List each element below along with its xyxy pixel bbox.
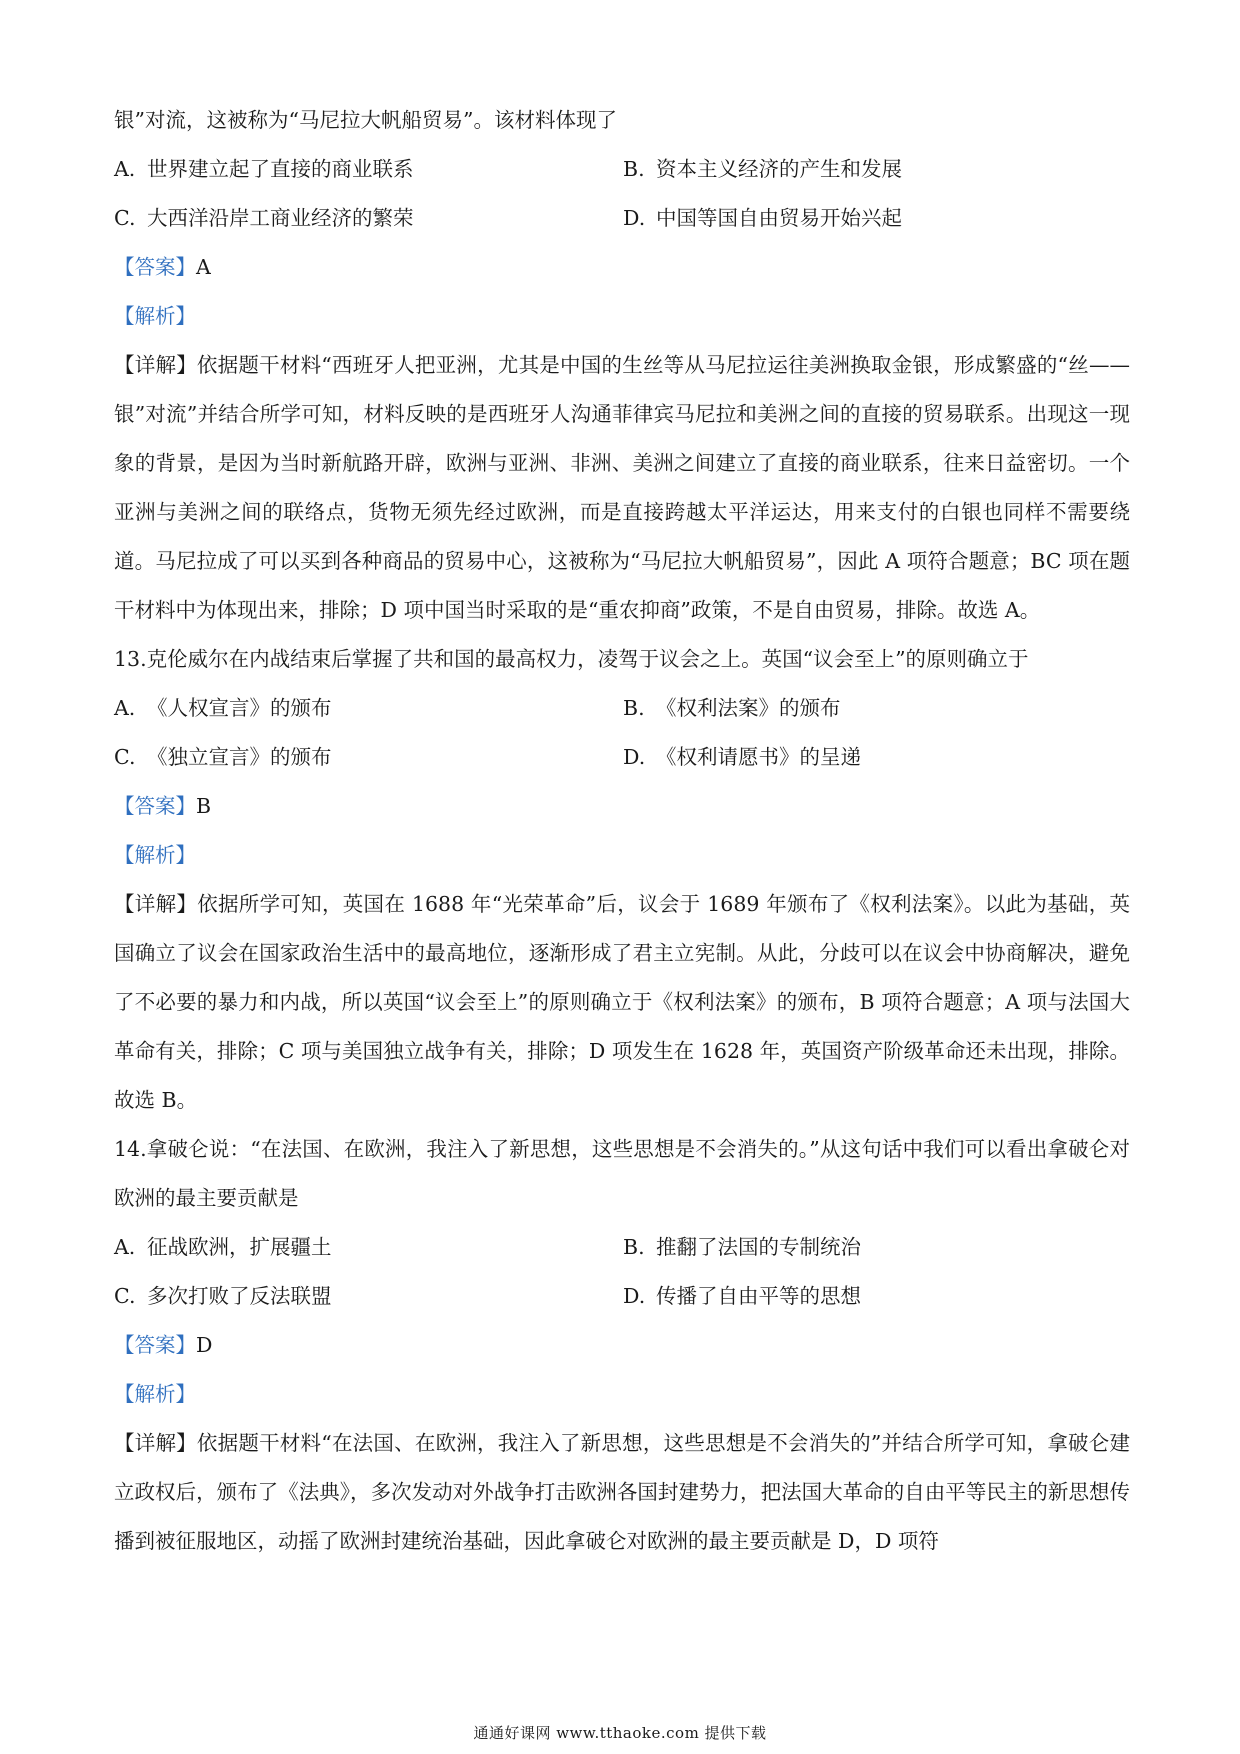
q12-answer: 【答案】A — [114, 255, 211, 279]
page-footer: 通通好课网 www.tthaoke.com 提供下载 — [473, 1724, 767, 1742]
q13-option-a: A. 《人权宣言》的颁布 — [114, 696, 332, 720]
q12-option-b: B. 资本主义经济的产生和发展 — [623, 157, 902, 181]
q12-stem-tail: 银”对流，这被称为“马尼拉大帆船贸易”。该材料体现了 — [114, 108, 617, 132]
q12-options-row-2 — [114, 194, 1130, 243]
q13-stem: 13.克伦威尔在内战结束后掌握了共和国的最高权力，凌驾于议会之上。英国“议会至上”的原则确立于 — [114, 647, 1029, 671]
q12-options-row-1 — [114, 145, 1130, 194]
q14-option-a: A. 征战欧洲，扩展疆土 — [114, 1235, 332, 1259]
q12-detail: 【详解】依据题干材料“西班牙人把亚洲，尤其是中国的生丝等从马尼拉运往美洲换取金银，形成繁盛的“丝——银”对流”并结合所学可知，材料反映的是西班牙人沟通菲律宾马尼拉和美洲之间的直接的贸易联系。出现这一现象的背景，是因为当时新航路开辟，欧洲与亚洲、非洲、美洲之间建立了直接的商业联系，往来日益密切。一个亚洲与美洲之间的联络点，货物无须先经过欧洲，而是直接跨越太平洋运达，用来支付的白银也同样不需要绕道。马尼拉成了可以买到各种商品的贸易中心，这被称为“马尼拉大帆船贸易”，因此 A 项符合题意；BC 项在题干材料中为体现出来，排除；D 项中国当时采取的是“重农抑商”政策，不是自由贸易，排除。故选 A。 — [114, 353, 1130, 622]
q12-option-d: D. 中国等国自由贸易开始兴起 — [623, 206, 902, 230]
q14-analysis-heading: 【解析】 — [114, 1382, 196, 1406]
q12-option-c: C. 大西洋沿岸工商业经济的繁荣 — [114, 206, 414, 230]
page-content — [114, 96, 1130, 1566]
q14-stem: 14.拿破仑说：“在法国、在欧洲，我注入了新思想，这些思想是不会消失的。”从这句话中我们可以看出拿破仑对欧洲的最主要贡献是 — [114, 1137, 1130, 1210]
q13-options-row-1 — [114, 684, 1130, 733]
q12-option-a: A. 世界建立起了直接的商业联系 — [114, 157, 414, 181]
q14-options-row-2 — [114, 1272, 1130, 1321]
q14-option-c: C. 多次打败了反法联盟 — [114, 1284, 332, 1308]
q13-analysis-heading: 【解析】 — [114, 843, 196, 867]
q14-option-d: D. 传播了自由平等的思想 — [623, 1284, 861, 1308]
q12-analysis-heading: 【解析】 — [114, 304, 196, 328]
q13-answer: 【答案】B — [114, 794, 212, 818]
q14-option-b: B. 推翻了法国的专制统治 — [623, 1235, 861, 1259]
q13-option-b: B. 《权利法案》的颁布 — [623, 696, 841, 720]
q13-options-row-2 — [114, 733, 1130, 782]
q14-answer: 【答案】D — [114, 1333, 213, 1357]
q14-options-row-1 — [114, 1223, 1130, 1272]
q14-detail: 【详解】依据题干材料“在法国、在欧洲，我注入了新思想，这些思想是不会消失的”并结合所学可知，拿破仑建立政权后，颁布了《法典》，多次发动对外战争打击欧洲各国封建势力，把法国大革命的自由平等民主的新思想传播到被征服地区，动摇了欧洲封建统治基础，因此拿破仑对欧洲的最主要贡献是 D，D 项符 — [114, 1431, 1130, 1553]
q13-detail: 【详解】依据所学可知，英国在 1688 年“光荣革命”后，议会于 1689 年颁布了《权利法案》。以此为基础，英国确立了议会在国家政治生活中的最高地位，逐渐形成了君主立宪制。从此，分歧可以在议会中协商解决，避免了不必要的暴力和内战，所以英国“议会至上”的原则确立于《权利法案》的颁布，B 项符合题意；A 项与法国大革命有关，排除；C 项与美国独立战争有关，排除；D 项发生在 1628 年，英国资产阶级革命还未出现，排除。故选 B。 — [114, 892, 1130, 1112]
q13-option-d: D. 《权利请愿书》的呈递 — [623, 745, 861, 769]
q13-option-c: C. 《独立宣言》的颁布 — [114, 745, 332, 769]
